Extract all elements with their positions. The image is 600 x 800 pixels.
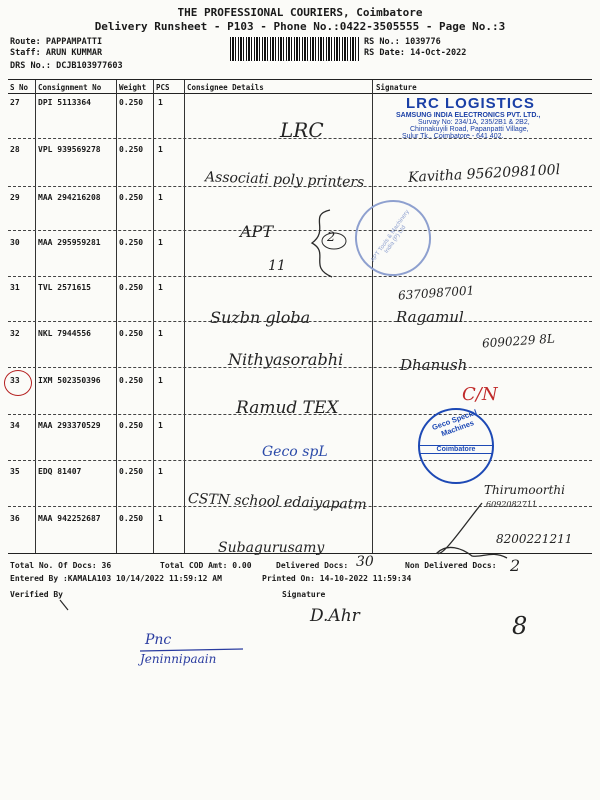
rs-date-label: RS Date: [364, 48, 405, 58]
signature-underline [138, 646, 248, 654]
row-consignment: MAA 293370529 [38, 421, 101, 430]
handwritten-apt: APT [240, 222, 273, 241]
printed-on: Printed On: 14-10-2022 11:59:34 [262, 574, 412, 583]
col-divider [372, 80, 373, 553]
row-pcs: 1 [158, 376, 163, 385]
table-header-rule [8, 93, 592, 94]
row-weight: 0.250 [119, 238, 144, 247]
row-consignment: IXM 502350396 [38, 376, 101, 385]
col-header-sno: S No [10, 83, 29, 92]
drs-label: DRS No.: [10, 61, 51, 71]
handwritten-suzbn: Suzbn globa [210, 308, 311, 327]
route-row [10, 37, 102, 47]
row-weight: 0.250 [119, 421, 144, 430]
entered-by: Entered By :KAMALA103 10/14/2022 11:59:12 AM [10, 574, 222, 583]
row-pcs: 1 [158, 329, 163, 338]
handwritten-bottom-signature: Jeninnipaain [140, 652, 217, 666]
table-top-rule [8, 79, 592, 80]
route-value: PAPPAMPATTI [45, 37, 103, 47]
row-pcs: 1 [158, 283, 163, 292]
col-header-signature: Signature [376, 83, 417, 92]
row-weight: 0.250 [119, 145, 144, 154]
row-separator [8, 460, 592, 461]
lrc-logistics-stamp [392, 95, 562, 165]
route-label: Route: [10, 37, 41, 47]
lrc-stamp-company: SAMSUNG INDIA ELECTRONICS PVT. LTD., [396, 112, 541, 119]
red-circle-mark [4, 370, 32, 396]
row-sno: 28 [10, 145, 20, 154]
handwritten-phone-1: 6370987001 [397, 283, 475, 303]
row-pcs: 1 [158, 514, 163, 523]
row-pcs: 1 [158, 98, 163, 107]
verified-tick-mark [56, 596, 76, 614]
handwritten-pnc: Pnc [145, 632, 172, 648]
rs-no-value: 1039776 [404, 37, 441, 47]
col-divider [35, 80, 36, 553]
row-sno: 33 [10, 376, 20, 385]
staff-row [10, 48, 102, 58]
handwritten-eight: 8 [512, 612, 528, 640]
handwritten-cn: C/N [462, 384, 498, 405]
handwritten-ramud: Ramud TEX [236, 398, 339, 418]
handwritten-nithya: Nithyasorabhi [228, 350, 344, 369]
row-weight: 0.250 [119, 376, 144, 385]
col-header-consignment: Consignment No [38, 83, 102, 92]
lrc-stamp-address-1: Survay No: 234/1A, 235/2B1 & 2B2, [418, 119, 530, 126]
row-consignment: VPL 939569278 [38, 145, 101, 154]
row-sno: 31 [10, 283, 20, 292]
handwritten-school: CSTN school edaiyapatm [187, 490, 367, 514]
delivered-docs-label: Delivered Docs: [276, 561, 349, 570]
row-pcs: 1 [158, 421, 163, 430]
staff-label: Staff: [10, 48, 41, 58]
col-divider [184, 80, 185, 553]
handwritten-subagurusamy: Subagurusamy [218, 540, 325, 556]
row-consignment: TVL 2571615 [38, 283, 91, 292]
handwritten-non-delivered-count: 2 [510, 556, 521, 575]
rs-no-row [364, 37, 441, 47]
signature-label: Signature [282, 590, 326, 599]
col-divider [116, 80, 117, 553]
handwritten-kavitha: Kavitha 9562098100l [407, 162, 561, 186]
verified-by: Verified By [10, 590, 63, 599]
row-consignment: DPI 5113364 [38, 98, 91, 107]
row-sno: 32 [10, 329, 20, 338]
col-header-pcs: PCS [156, 83, 170, 92]
row-pcs: 1 [158, 238, 163, 247]
row-consignment: MAA 295959281 [38, 238, 101, 247]
total-docs: Total No. Of Docs: 36 [10, 561, 112, 570]
handwritten-lrc: LRC [280, 118, 324, 142]
rs-no-label: RS No.: [364, 37, 400, 47]
col-divider [153, 80, 154, 553]
rs-date-row [364, 48, 466, 58]
geco-special-machines-stamp [418, 408, 494, 484]
col-header-consignee: Consignee Details [187, 83, 264, 92]
row-weight: 0.250 [119, 98, 144, 107]
row-weight: 0.250 [119, 329, 144, 338]
handwritten-phone-2: 6090229 8L [481, 331, 556, 351]
runsheet-subtitle: Delivery Runsheet - P103 - Phone No.:0422-3505555 - Page No.:3 [94, 20, 506, 33]
handwritten-phone-4: 8200221211 [496, 532, 573, 546]
handwritten-associated: Associati poly printers [204, 169, 365, 191]
lrc-stamp-title: LRC LOGISTICS [406, 95, 535, 112]
staff-value: ARUN KUMMAR [45, 48, 103, 58]
non-delivered-docs-label: Non Delivered Docs: [405, 561, 497, 570]
row-sno: 36 [10, 514, 20, 523]
runsheet-title: THE PROFESSIONAL COURIERS, Coimbatore [177, 6, 423, 19]
handwritten-geco: Geco spL [262, 444, 328, 460]
col-header-weight: Weight [119, 83, 147, 92]
lrc-stamp-address-3: Sulur Tk., Coimbatore - 641 402. [402, 133, 504, 140]
handwritten-phone-3: 6092082711 [486, 500, 537, 509]
lrc-stamp-address-2: Chinnakuyili Road, Papanpatti Village, [410, 126, 529, 133]
apt-stamp-text: APT Tools & Machinery India (P) Ltd [370, 209, 411, 264]
total-cod: Total COD Amt: 0.00 [160, 561, 252, 570]
handwritten-eleven: 11 [268, 258, 286, 274]
handwritten-delivered-count: 30 [356, 554, 374, 570]
row-consignment: MAA 294216208 [38, 193, 101, 202]
row-pcs: 1 [158, 193, 163, 202]
handwritten-d-ahr: D.Ahr [310, 606, 360, 626]
handwritten-thirumoorthi: Thirumoorthi [484, 483, 565, 497]
row-weight: 0.250 [119, 467, 144, 476]
row-weight: 0.250 [119, 193, 144, 202]
row-weight: 0.250 [119, 283, 144, 292]
drs-value: DCJB103977603 [56, 61, 123, 71]
handwritten-dhanush: Dhanush [400, 356, 468, 374]
row-sno: 30 [10, 238, 20, 247]
geco-stamp-city: Coimbatore [420, 445, 492, 454]
row-consignment: EDQ 81407 [38, 467, 82, 476]
row-consignment: MAA 942252687 [38, 514, 101, 523]
drs-row [10, 61, 123, 71]
row-consignment: NKL 7944556 [38, 329, 91, 338]
row-sno: 35 [10, 467, 20, 476]
row-sno: 27 [10, 98, 20, 107]
rs-date-value: 14-Oct-2022 [410, 48, 467, 58]
row-weight: 0.250 [119, 514, 144, 523]
row-pcs: 1 [158, 145, 163, 154]
handwritten-ragamul: Ragamul [396, 308, 464, 326]
row-sno: 34 [10, 421, 20, 430]
geco-stamp-title: Geco Special Machines [430, 407, 479, 439]
barcode [230, 37, 360, 61]
brace-scribble [300, 205, 350, 280]
row-sno: 29 [10, 193, 20, 202]
handwritten-two: 2 [327, 230, 336, 245]
row-pcs: 1 [158, 467, 163, 476]
